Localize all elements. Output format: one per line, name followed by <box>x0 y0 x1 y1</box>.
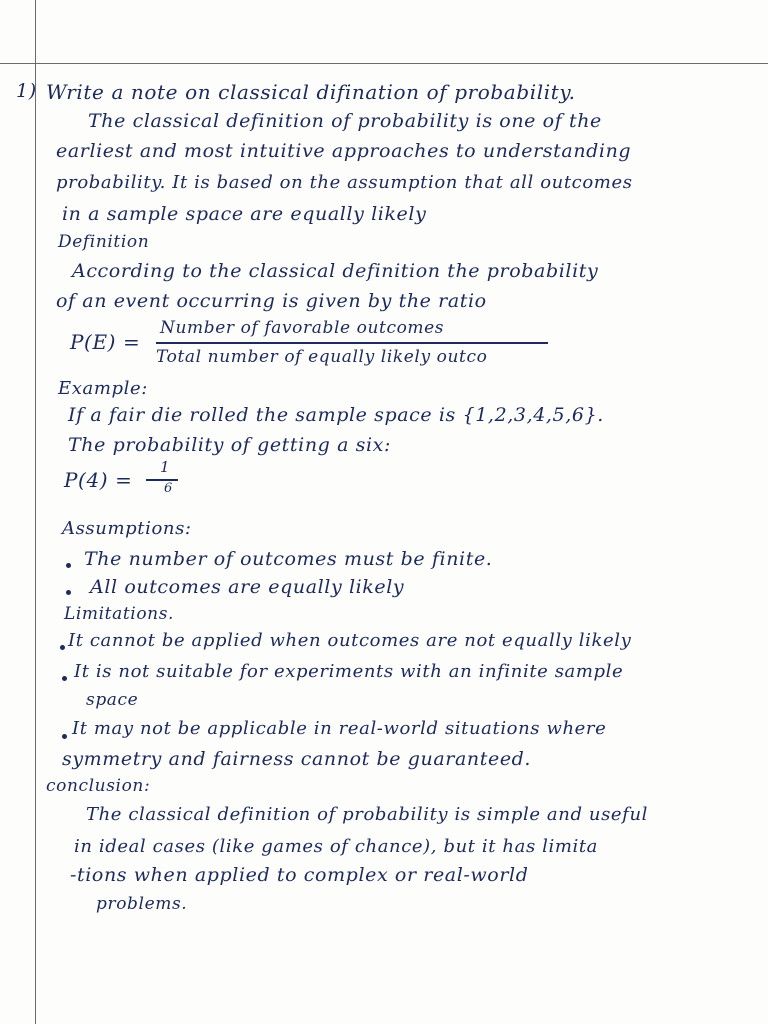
assumption-2: All outcomes are equally likely <box>90 576 405 598</box>
formula-fraction-bar <box>156 342 548 344</box>
limitation-bullet-1 <box>60 645 65 650</box>
conclusion-line-3: -tions when applied to complex or real-world <box>70 864 529 886</box>
formula-denominator: Total number of equally likely outco <box>156 347 488 367</box>
example-formula-lhs: P(4) = <box>64 468 133 492</box>
question-number: 1) <box>16 80 37 102</box>
conclusion-line-2: in ideal cases (like games of chance), but it has limita <box>74 836 599 857</box>
intro-line-4: in a sample space are equally likely <box>62 203 427 225</box>
example-fraction-bar <box>146 479 178 481</box>
limitation-bullet-3 <box>62 734 67 739</box>
definition-line-1: According to the classical definition the probability <box>72 260 599 282</box>
conclusion-label: conclusion: <box>46 776 151 796</box>
limitation-1: It cannot be applied when outcomes are not equally likely <box>68 630 632 651</box>
definition-line-2: of an event occurring is given by the ratio <box>56 290 487 312</box>
example-line-2: The probability of getting a six: <box>68 434 391 456</box>
intro-line-1: The classical definition of probability is one of the <box>88 110 602 132</box>
limitation-3-cont: symmetry and fairness cannot be guaranteed. <box>62 748 532 770</box>
example-line-1: If a fair die rolled the sample space is {1,2,3,4,5,6}. <box>68 404 604 426</box>
assumption-bullet-1 <box>66 563 71 568</box>
formula-numerator: Number of favorable outcomes <box>160 318 445 338</box>
top-margin-line <box>0 63 768 64</box>
conclusion-line-4: problems. <box>96 894 188 914</box>
limitation-2-cont: space <box>86 690 139 710</box>
example-formula-denominator: 6 <box>164 481 173 496</box>
assumption-bullet-2 <box>66 590 71 595</box>
formula-lhs: P(E) = <box>70 330 141 354</box>
limitations-label: Limitations. <box>64 604 175 624</box>
assumptions-label: Assumptions: <box>62 518 192 539</box>
question-heading: Write a note on classical difination of probability. <box>46 80 576 104</box>
assumption-1: The number of outcomes must be finite. <box>84 548 493 570</box>
left-margin-line <box>35 0 36 1024</box>
example-label: Example: <box>58 378 148 399</box>
intro-line-2: earliest and most intuitive approaches to understanding <box>56 140 632 162</box>
intro-line-3: probability. It is based on the assumption that all outcomes <box>56 172 633 193</box>
limitation-2: It is not suitable for experiments with an infinite sample <box>74 661 624 682</box>
limitation-3: It may not be applicable in real-world situations where <box>72 718 607 739</box>
definition-label: Definition <box>58 232 150 252</box>
conclusion-line-1: The classical definition of probability is simple and useful <box>86 804 648 825</box>
limitation-bullet-2 <box>62 676 67 681</box>
example-formula-numerator: 1 <box>160 458 171 476</box>
